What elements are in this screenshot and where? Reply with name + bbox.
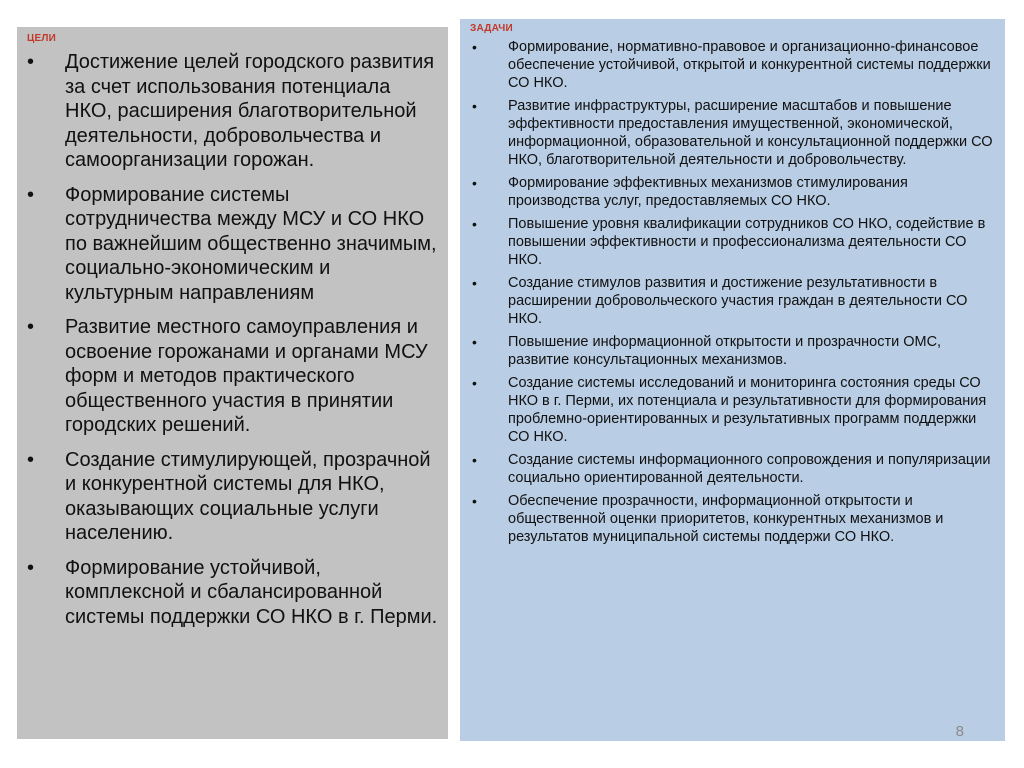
- goals-list: [27, 50, 440, 629]
- task-text: Создание системы информационного сопровождения и популяризации социально ориентированной деятельности.: [508, 452, 991, 486]
- goals-panel: [17, 27, 448, 739]
- page-number: 8: [955, 723, 964, 740]
- task-text: Повышение уровня квалификации сотрудников СО НКО, содействие в повышении эффективности и профессионализма деятельности СО НКО.: [508, 216, 986, 268]
- goal-item: [27, 315, 440, 438]
- tasks-list: [470, 38, 995, 546]
- task-item: [470, 492, 995, 546]
- bullet-icon: •: [472, 216, 477, 232]
- goal-item: [27, 556, 440, 630]
- task-text: Обеспечение прозрачности, информационной открытости и общественной оценки приоритетов, конкурентных механизмов и результатов муниципальной системы поддержи СО НКО.: [508, 493, 944, 545]
- bullet-icon: •: [472, 175, 477, 191]
- bullet-icon: •: [472, 98, 477, 114]
- bullet-icon: •: [27, 183, 35, 206]
- goal-text: Достижение целей городского развития за счет использования потенциала НКО, расширения благотворительной деятельности, добровольчества и самоорганизации горожан.: [65, 51, 435, 171]
- goal-item: [27, 183, 440, 306]
- task-text: Повышение информационной открытости и прозрачности ОМС, развитие консультационных механизмов.: [508, 334, 942, 368]
- bullet-icon: •: [27, 556, 35, 579]
- bullet-icon: •: [472, 452, 477, 468]
- task-item: [470, 333, 995, 369]
- goal-text: Формирование системы сотрудничества между МСУ и СО НКО по важнейшим общественно значимым, социально-экономическим и культурным направлениям: [65, 183, 437, 304]
- bullet-icon: •: [472, 375, 477, 391]
- task-text: Создание стимулов развития и достижение результативности в расширении добровольческого участия граждан в деятельности СО НКО.: [508, 275, 968, 327]
- task-item: [470, 38, 995, 92]
- bullet-icon: •: [472, 39, 477, 55]
- bullet-icon: •: [27, 51, 35, 73]
- task-text: Формирование, нормативно-правовое и организационно-финансовое обеспечение устойчивой, открытой и конкурентной системы поддержки СО НКО.: [508, 39, 991, 91]
- task-item: [470, 374, 995, 446]
- task-item: [470, 274, 995, 328]
- tasks-heading: ЗАДАЧИ: [470, 23, 513, 34]
- task-item: [470, 174, 995, 210]
- goals-heading: ЦЕЛИ: [27, 33, 56, 44]
- goal-text: Развитие местного самоуправления и освоение горожанами и органами МСУ форм и методов практического общественного участия в принятии городских решений.: [65, 316, 428, 436]
- tasks-panel: [460, 19, 1005, 741]
- task-text: Развитие инфраструктуры, расширение масштабов и повышение эффективности предоставления имущественной, экономической, информационной, образовательной и консультационной поддержки СО НКО, благотворительной деятельности и добровольчеству.: [508, 98, 993, 168]
- bullet-icon: •: [472, 493, 477, 509]
- task-item: [470, 97, 995, 169]
- task-item: [470, 215, 995, 269]
- bullet-icon: •: [472, 334, 477, 350]
- goal-text: Формирование устойчивой, комплексной и сбалансированной системы поддержки СО НКО в г. Перми.: [65, 556, 438, 628]
- goal-item: [27, 448, 440, 546]
- task-text: Создание системы исследований и мониторинга состояния среды СО НКО в г. Перми, их потенциала и результативности для формирования проблемно-ориентированных и результативных программ поддержки СО НКО.: [508, 375, 987, 445]
- goal-item: [27, 50, 440, 173]
- task-text: Формирование эффективных механизмов стимулирования производства услуг, предоставляемых СО НКО.: [508, 175, 908, 209]
- bullet-icon: •: [27, 316, 35, 338]
- bullet-icon: •: [472, 275, 477, 291]
- task-item: [470, 451, 995, 487]
- goal-text: Создание стимулирующей, прозрачной и конкурентной системы для НКО, оказывающих социальные услуги населению.: [65, 448, 431, 544]
- bullet-icon: •: [27, 448, 35, 471]
